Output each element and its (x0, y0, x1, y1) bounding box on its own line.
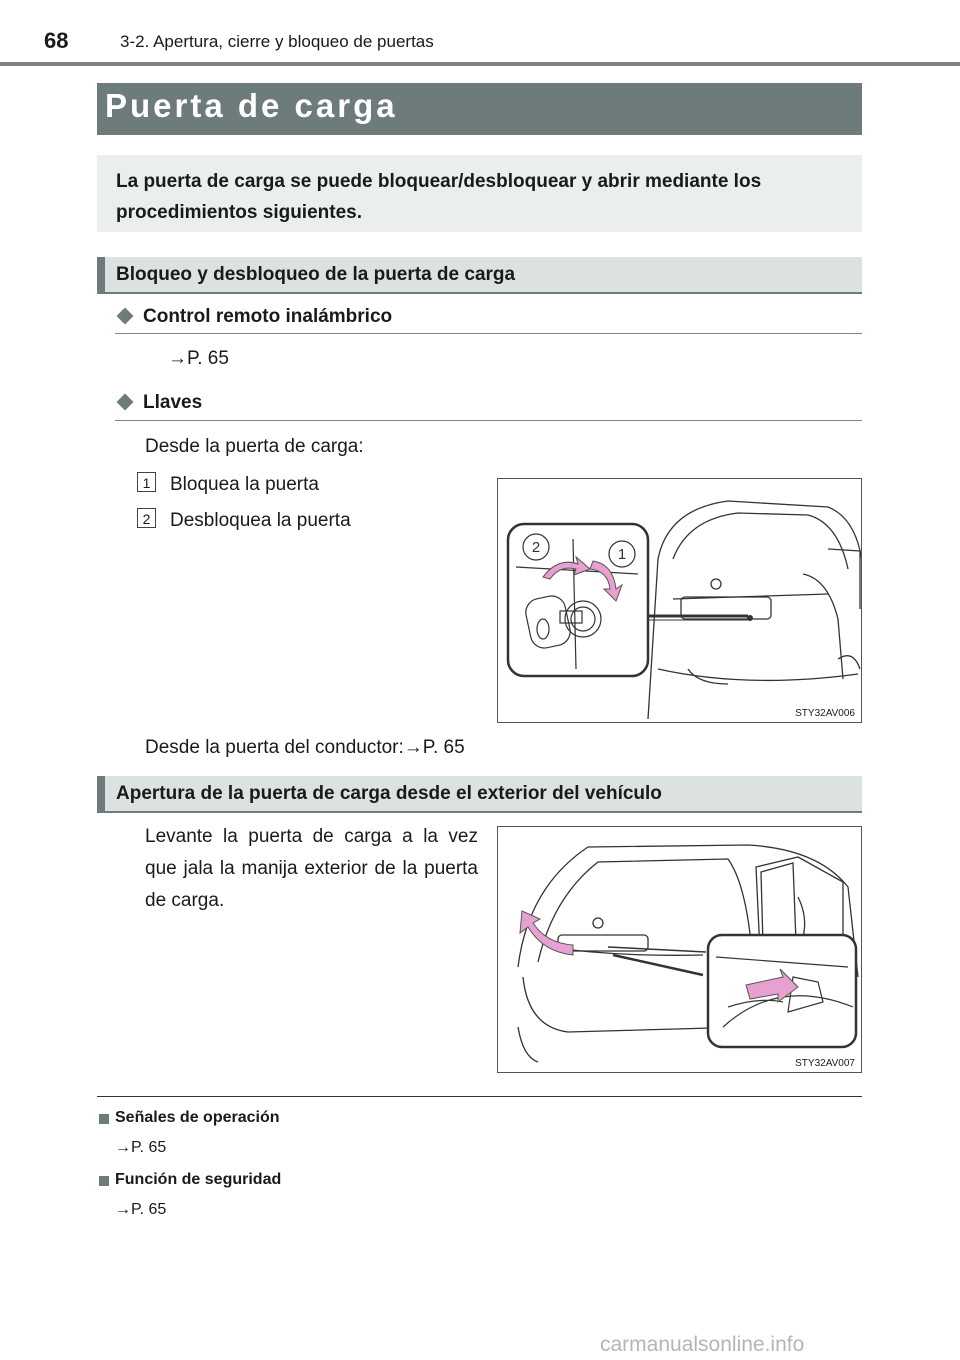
keys-label: Llaves (143, 392, 203, 413)
callout-1: 1 (617, 546, 627, 563)
notes-rule (97, 1096, 862, 1097)
square-bullet-icon (99, 1176, 109, 1186)
tailgate-handle-illustration (498, 827, 862, 1073)
note-title: Señales de operación (115, 1109, 280, 1126)
step-number-box: 2 (137, 508, 156, 528)
step-text: Bloquea la puerta (170, 474, 319, 495)
note-page-ref[interactable]: →P. 65 (115, 1139, 167, 1156)
watermark: carmanualsonline.info (600, 1333, 805, 1356)
page-title: Puerta de carga (105, 87, 398, 124)
square-bullet-icon (99, 1114, 109, 1124)
section-stripe (97, 257, 105, 294)
subsection-rule (115, 420, 862, 421)
step-number-box: 1 (137, 472, 156, 492)
figure-tailgate-key (497, 478, 862, 723)
note-page-ref[interactable]: →P. 65 (115, 1201, 167, 1218)
section-heading: Bloqueo y desbloqueo de la puerta de carga (116, 264, 516, 285)
chapter-title: 3-2. Apertura, cierre y bloqueo de puertas (120, 32, 434, 51)
page-number: 68 (44, 28, 69, 53)
tailgate-key-illustration (498, 479, 862, 723)
diamond-bullet-icon (117, 394, 134, 411)
figure-code: STY32AV006 (795, 708, 855, 719)
step-text: Desbloquea la puerta (170, 510, 351, 531)
diamond-bullet-icon (117, 308, 134, 325)
driver-door-ref[interactable]: Desde la puerta del conductor:→P. 65 (145, 737, 465, 758)
section2-paragraph: Levante la puerta de carga a la vez que jala la manija exterior de la puerta de carga. (145, 826, 478, 911)
callout-2: 2 (531, 539, 541, 556)
figure-code: STY32AV007 (795, 1058, 855, 1069)
note-title: Función de seguridad (115, 1171, 282, 1188)
section-heading: Apertura de la puerta de carga desde el exterior del vehículo (116, 783, 662, 804)
remote-label: Control remoto inalámbrico (143, 306, 393, 327)
remote-page-ref[interactable]: →P. 65 (168, 348, 229, 369)
header-rule (0, 62, 960, 66)
keys-lead: Desde la puerta de carga: (145, 436, 364, 457)
figure-tailgate-handle (497, 826, 862, 1073)
intro-text: La puerta de carga se puede bloquear/desbloquear y abrir mediante los procedimientos siguientes. (116, 171, 762, 223)
subsection-rule (115, 333, 862, 334)
section-stripe (97, 776, 105, 813)
